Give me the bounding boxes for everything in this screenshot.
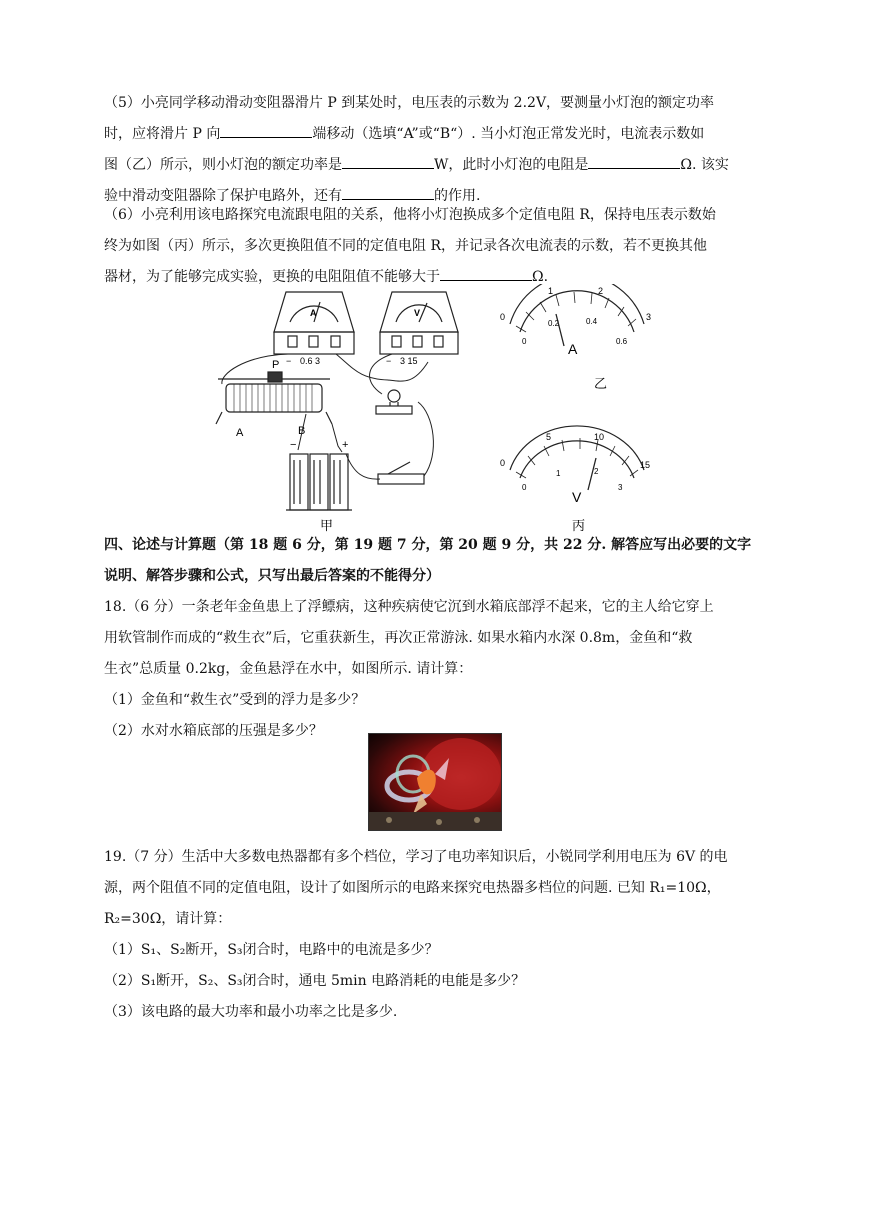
label-bing: 丙 [572,519,586,534]
answer-blank-power[interactable] [342,153,434,169]
q17-part5-line2a: 时，应将滑片 P 向 [104,126,221,142]
goldfish-photo [368,733,502,831]
rheostat-end-a: A [236,427,244,439]
dial-a-outer-1: 1 [548,286,554,296]
q18-line3: 生衣”总质量 0.2kg，金鱼悬浮在水中，如图所示. 请计算： [104,661,473,677]
dial-a-outer-2: 2 [598,286,604,296]
dial-v-inner-2: 2 [594,467,599,476]
answer-blank-max-resistance[interactable] [440,265,532,281]
q17-part5-line3a: 图（乙）所示，则小灯泡的额定功率是 [104,157,342,173]
dial-v-inner-1: 1 [556,469,561,478]
section-4-line1: 四、论述与计算题（第 18 题 6 分，第 19 题 7 分，第 20 题 9 分，共 22 分. 解答应写出必要的文字 [104,537,752,553]
section-4-line2: 说明、解答步骤和公式，只写出最后答案的不能得分） [104,568,440,584]
q17-part6 [104,200,772,293]
q17-part5 [104,88,772,212]
dial-a-letter: A [568,341,578,357]
q18-line2: 用软管制作而成的“救生衣”后，它重获新生，再次正常游泳. 如果水箱内水深 0.8m，金鱼和“救 [104,630,693,646]
switch-icon [378,462,424,484]
q17-part5-line3c: Ω. 该实 [680,157,729,173]
ammeter-device [274,292,354,354]
dial-a-inner-2: 0.4 [586,317,598,326]
q19-line3: R₂=30Ω，请计算： [104,911,232,927]
voltmeter-dial [510,426,644,490]
q17-part5-line1: （5）小亮同学移动滑动变阻器滑片 P 到某处时，电压表的示数为 2.2V，要测量小灯泡的额定功率 [104,95,715,111]
battery [286,454,352,510]
q19-sub2: （2）S₁断开，S₂、S₃闭合时，通电 5min 电路消耗的电能是多少？ [104,973,526,989]
battery-minus: − [290,439,297,451]
q19-sub3: （3）该电路的最大功率和最小功率之比是多少. [104,1004,398,1020]
question-19 [104,842,772,1028]
voltmeter-minus: − [386,356,392,366]
ammeter-scale-label: 0.6 3 [300,356,321,366]
answer-blank-resistance[interactable] [588,153,680,169]
dial-v-inner-0: 0 [522,483,527,492]
dial-a-inner-1: 0.2 [548,319,560,328]
dial-v-outer-1: 5 [546,432,552,442]
rheostat-end-b: B [298,425,306,437]
q19-line2: 源，两个阻值不同的定值电阻，设计了如图所示的电路来探究电热器多档位的问题. 已知 R₁=10Ω， [104,880,721,896]
q17-part5-line4a: 验中滑动变阻器除了保护电路外，还有 [104,188,342,204]
answer-blank-role[interactable] [342,184,434,200]
dial-v-inner-3: 3 [618,483,623,492]
rheostat [216,372,332,424]
section-4-heading [104,530,772,592]
question-18 [104,592,772,747]
q17-part5-line3b: W，此时小灯泡的电阻是 [434,157,589,173]
circuit-figure [214,284,674,538]
slider-p-label: P [272,359,280,371]
q17-part6-line1: （6）小亮利用该电路探究电流跟电阻的关系，他将小灯泡换成多个定值电阻 R，保持电压表示数始 [104,207,716,223]
ammeter-minus: − [286,356,292,366]
q17-part6-line3b: Ω. [532,269,549,285]
q17-part5-line4b: 的作用. [434,188,481,204]
voltmeter-device [380,292,458,354]
q18-sub1: （1）金鱼和“救生衣”受到的浮力是多少？ [104,692,366,708]
voltmeter-scale-label: 3 15 [400,356,418,366]
dial-v-outer-2: 10 [594,432,605,442]
dial-a-outer-0: 0 [500,312,506,322]
dial-v-letter: V [572,489,582,505]
q18-sub2: （2）水对水箱底部的压强是多少？ [104,723,323,739]
q17-part6-line2: 终为如图（丙）所示，多次更换阻值不同的定值电阻 R，并记录各次电流表的示数，若不更换其他 [104,238,707,254]
dial-a-inner-0: 0 [522,337,527,346]
answer-blank-direction[interactable] [220,122,312,138]
dial-v-outer-0: 0 [500,458,506,468]
label-jia: 甲 [320,519,334,534]
goldfish-icon [369,734,501,830]
battery-plus: + [342,439,349,451]
dial-a-inner-3: 0.6 [616,337,628,346]
label-yi: 乙 [594,377,608,392]
q19-sub1: （1）S₁、S₂断开，S₃闭合时，电路中的电流是多少？ [104,942,439,958]
ammeter-letter: A [310,308,317,318]
q19-line1: 19.（7 分）生活中大多数电热器都有多个档位，学习了电功率知识后，小锐同学利用电压为 6V 的电 [104,849,728,865]
dial-v-outer-3: 15 [640,460,651,470]
q17-part5-line2b: 端移动（选填“A”或“B“）. 当小灯泡正常发光时，电流表示数如 [312,126,705,142]
dial-a-outer-3: 3 [646,312,652,322]
voltmeter-letter: V [414,308,421,318]
q18-line1: 18.（6 分）一条老年金鱼患上了浮鳔病，这种疾病使它沉到水箱底部浮不起来，它的主人给它穿上 [104,599,714,615]
q17-part6-line3a: 器材，为了能够完成实验，更换的电阻阻值不能够大于 [104,269,440,285]
